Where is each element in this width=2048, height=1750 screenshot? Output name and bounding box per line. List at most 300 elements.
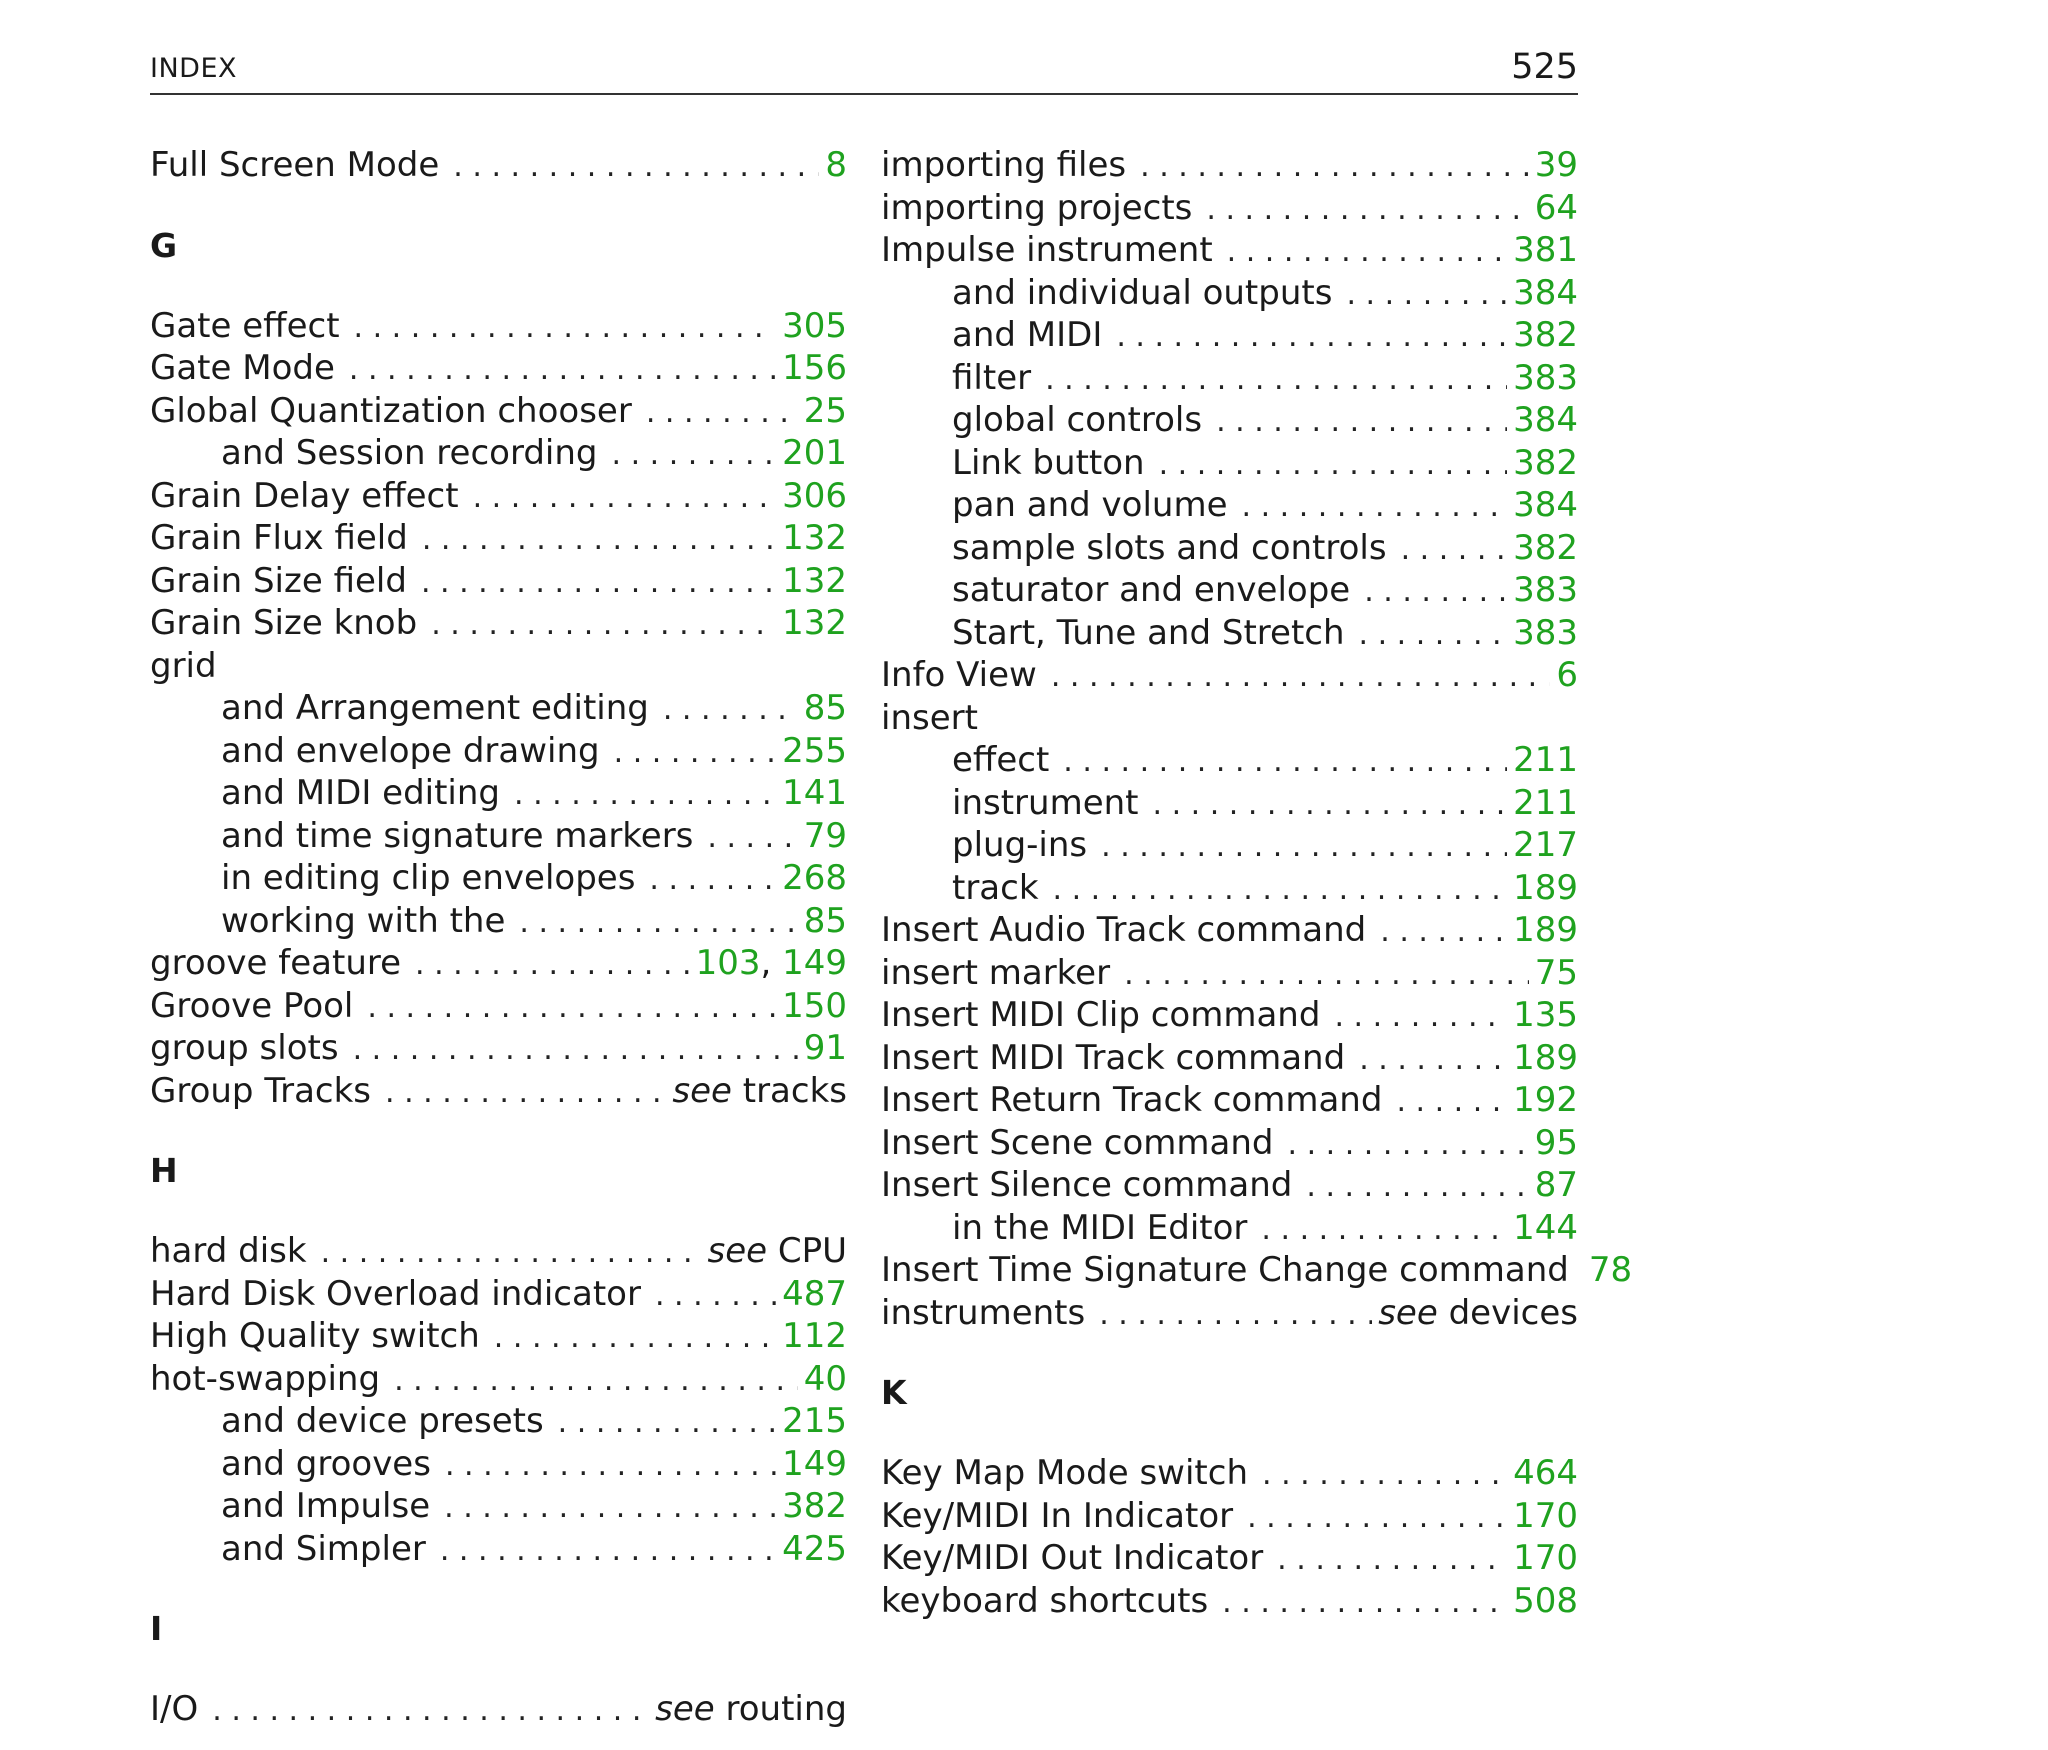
dot-leader: [421, 562, 776, 605]
page-references: [782, 772, 847, 815]
page-references: [782, 857, 847, 900]
index-term: Insert Audio Track command: [881, 910, 1367, 950]
index-entry: [881, 1164, 1578, 1207]
see-reference-target[interactable]: devices: [1448, 1292, 1578, 1333]
index-term: and individual outputs: [952, 272, 1333, 313]
index-term: grid: [150, 645, 217, 686]
index-subentry: [150, 730, 847, 773]
page-link[interactable]: 255: [782, 730, 847, 771]
index-term: Gate Mode: [150, 348, 335, 388]
page-link[interactable]: 64: [1534, 187, 1578, 228]
index-entry: [881, 909, 1578, 952]
page-references: [1589, 1249, 1632, 1292]
page-references: [1513, 782, 1578, 825]
index-term: and grooves: [221, 1443, 431, 1484]
index-entry: [881, 144, 1578, 187]
index-entry: [150, 985, 847, 1028]
index-entry: [150, 347, 847, 390]
dot-leader: [1099, 1294, 1372, 1337]
dot-leader: [519, 902, 797, 945]
page-link[interactable]: 215: [782, 1401, 847, 1441]
page-link[interactable]: 149: [782, 943, 847, 983]
dot-leader: [1153, 784, 1508, 827]
page-references: [1535, 952, 1578, 995]
page-references: [1513, 484, 1578, 527]
dot-leader: [663, 689, 798, 732]
dot-leader: [1140, 146, 1529, 189]
index-letter-heading: H: [150, 1151, 178, 1190]
dot-leader: [1159, 444, 1508, 487]
dot-leader: [367, 987, 776, 1030]
index-term: instrument: [952, 782, 1139, 823]
index-term: and Simpler: [221, 1528, 426, 1569]
page-link[interactable]: 150: [782, 985, 847, 1026]
index-subentry: [881, 357, 1578, 400]
page-link[interactable]: 383: [1513, 612, 1578, 653]
page-link[interactable]: 85: [803, 688, 847, 728]
dot-leader: [444, 1487, 776, 1530]
index-term: insert marker: [881, 952, 1111, 993]
see-reference: see: [672, 1070, 732, 1111]
page-references: [1513, 442, 1578, 485]
index-entry: [881, 1122, 1578, 1165]
dot-leader: [212, 1690, 649, 1733]
dot-leader: [1116, 316, 1507, 359]
index-term: in editing clip envelopes: [221, 858, 636, 898]
page-link[interactable]: 79: [803, 815, 847, 856]
dot-leader: [1124, 954, 1529, 997]
page-link[interactable]: 508: [1513, 1580, 1578, 1621]
page-link[interactable]: 211: [1513, 740, 1578, 780]
page-references: [782, 1528, 847, 1571]
index-term: hot-swapping: [150, 1358, 381, 1399]
dot-leader: [1227, 231, 1507, 274]
index-entry: [150, 942, 847, 985]
dot-leader: [453, 146, 819, 189]
dot-leader: [422, 519, 776, 562]
page-link[interactable]: 425: [782, 1528, 847, 1569]
page-references: [1556, 654, 1578, 697]
page-references: [1513, 994, 1578, 1037]
page-references: [782, 305, 847, 348]
index-letter-heading: I: [150, 1609, 163, 1648]
index-term: Insert MIDI Track command: [881, 1037, 1346, 1078]
page-link[interactable]: 91: [803, 1028, 847, 1068]
index-entry: [150, 560, 847, 603]
index-term: filter: [952, 357, 1032, 398]
page-link[interactable]: 103: [695, 943, 761, 983]
index-subentry: [881, 569, 1578, 612]
dot-leader: [1359, 1039, 1507, 1082]
dot-leader: [1206, 189, 1528, 232]
index-entry: [881, 187, 1578, 230]
page-references: [1535, 1122, 1578, 1165]
page-link[interactable]: 464: [1513, 1453, 1578, 1493]
running-header: [150, 45, 1578, 95]
index-subentry: [881, 782, 1578, 825]
page-references: [1513, 1037, 1578, 1080]
index-subentry: [881, 739, 1578, 782]
index-term: effect: [952, 740, 1050, 780]
page-references: [782, 1443, 847, 1486]
index-term: Groove Pool: [150, 985, 354, 1026]
dot-leader: [1261, 1209, 1507, 1252]
page-references: [1513, 357, 1578, 400]
index-entry: [881, 994, 1578, 1037]
page-link[interactable]: 201: [782, 433, 847, 473]
page-references: [782, 1315, 847, 1358]
dot-leader: [558, 1402, 776, 1445]
page-link[interactable]: 132: [782, 560, 847, 601]
page-link[interactable]: 112: [782, 1316, 847, 1356]
page-references: [1513, 739, 1578, 782]
index-entry: [150, 144, 847, 187]
index-subentry: [881, 527, 1578, 570]
page-references: [804, 815, 847, 858]
page-link[interactable]: 382: [1513, 527, 1578, 568]
dot-leader: [514, 774, 776, 817]
page-link[interactable]: 39: [1534, 145, 1578, 185]
index-entry: [150, 475, 847, 518]
index-entry: [150, 1273, 847, 1316]
page-link[interactable]: 144: [1513, 1207, 1578, 1248]
page-references: [804, 1027, 847, 1070]
page-link[interactable]: 382: [1513, 442, 1578, 483]
page-references: [1378, 1292, 1578, 1335]
index-entry: [150, 645, 847, 688]
page-link[interactable]: 95: [1534, 1122, 1578, 1163]
index-entry: [150, 305, 847, 348]
page-references: [804, 1358, 847, 1401]
dot-leader: [646, 392, 798, 435]
index-term: Insert MIDI Clip command: [881, 995, 1321, 1035]
page-references: [1513, 569, 1578, 612]
see-reference-target[interactable]: tracks: [742, 1070, 847, 1111]
dot-leader: [614, 732, 776, 775]
dot-leader: [431, 604, 776, 647]
dot-leader: [1262, 1454, 1507, 1497]
section-title: INDEX: [150, 53, 238, 84]
index-entry: [881, 697, 1578, 740]
index-term: in the MIDI Editor: [952, 1207, 1248, 1248]
page-references: [782, 985, 847, 1028]
page-link[interactable]: 384: [1513, 400, 1578, 440]
index-entry: [881, 1292, 1578, 1335]
page-references: [1513, 527, 1578, 570]
page-references: [1513, 867, 1578, 910]
index-term: global controls: [952, 400, 1203, 440]
page-link[interactable]: 85: [803, 900, 847, 941]
index-entry: [881, 1249, 1633, 1292]
index-term: Impulse instrument: [881, 230, 1213, 270]
page-link[interactable]: 384: [1513, 485, 1578, 525]
index-subentry: [150, 1400, 847, 1443]
page-references: [782, 560, 847, 603]
index-term: and envelope drawing: [221, 730, 600, 771]
index-term: Global Quantization chooser: [150, 390, 632, 431]
index-term: plug-ins: [952, 825, 1088, 865]
dot-leader: [349, 349, 776, 392]
page-references: [1535, 144, 1578, 187]
dot-leader: [1364, 571, 1507, 614]
see-reference: see: [707, 1231, 768, 1271]
page-references: [804, 687, 847, 730]
index-term: and time signature markers: [221, 815, 694, 856]
page-link[interactable]: 170: [1513, 1538, 1578, 1578]
see-reference: see: [1378, 1292, 1438, 1333]
page-separator: ,: [760, 943, 783, 983]
index-term: Grain Size field: [150, 560, 407, 601]
index-term: importing files: [881, 145, 1127, 185]
page-references: [804, 390, 847, 433]
page-references: [782, 602, 847, 645]
index-term: pan and volume: [952, 485, 1228, 525]
index-subentry: [881, 1207, 1578, 1250]
dot-leader: [1051, 656, 1551, 699]
index-subentry: [881, 824, 1578, 867]
index-letter-heading: K: [881, 1373, 907, 1412]
index-entry: [881, 1079, 1578, 1122]
page-link[interactable]: 211: [1513, 782, 1578, 823]
page-link[interactable]: 8: [825, 145, 847, 185]
index-term: and device presets: [221, 1401, 544, 1441]
index-term: saturator and envelope: [952, 570, 1351, 610]
dot-leader: [353, 1029, 798, 1072]
index-entry: [150, 1070, 847, 1113]
dot-leader: [440, 1530, 776, 1573]
index-subentry: [881, 484, 1578, 527]
page-link[interactable]: 382: [1513, 315, 1578, 355]
page-references: [1513, 314, 1578, 357]
index-term: instruments: [881, 1292, 1086, 1333]
page-references: [1513, 399, 1578, 442]
page-references: [672, 1070, 847, 1113]
dot-leader: [1359, 614, 1508, 657]
page-link[interactable]: 189: [1513, 867, 1578, 908]
dot-leader: [1045, 359, 1507, 402]
dot-leader: [1334, 996, 1507, 1039]
dot-leader: [649, 859, 776, 902]
dot-leader: [612, 434, 777, 477]
page-link[interactable]: 132: [782, 603, 847, 643]
dot-leader: [445, 1445, 776, 1488]
dot-leader: [385, 1072, 666, 1115]
index-subentry: [150, 900, 847, 943]
dot-leader: [1216, 401, 1507, 444]
page-references: [1513, 1452, 1578, 1495]
index-term: Info View: [881, 655, 1037, 695]
page-link[interactable]: 217: [1513, 825, 1578, 865]
page-references: [782, 1485, 847, 1528]
page-link[interactable]: 156: [782, 348, 847, 388]
index-term: Start, Tune and Stretch: [952, 612, 1345, 653]
index-term: High Quality switch: [150, 1316, 480, 1356]
dot-leader: [321, 1232, 702, 1275]
dot-leader: [1396, 1081, 1507, 1124]
index-term: Full Screen Mode: [150, 145, 440, 185]
index-term: hard disk: [150, 1231, 307, 1271]
index-subentry: [881, 867, 1578, 910]
see-reference-target[interactable]: CPU: [777, 1231, 847, 1271]
index-term: Link button: [952, 442, 1145, 483]
index-term: track: [952, 867, 1039, 908]
page-number: 525: [1511, 47, 1578, 87]
index-term: Key/MIDI In Indicator: [881, 1495, 1234, 1536]
page-references: [655, 1688, 847, 1731]
page-references: [1513, 229, 1578, 272]
index-subentry: [150, 687, 847, 730]
page-link[interactable]: 87: [1534, 1165, 1578, 1205]
index-entry: [881, 1452, 1578, 1495]
index-term: keyboard shortcuts: [881, 1580, 1209, 1621]
index-term: Gate effect: [150, 305, 340, 346]
page-references: [1513, 1079, 1578, 1122]
index-subentry: [150, 1485, 847, 1528]
page-link[interactable]: 149: [782, 1443, 847, 1484]
index-term: Insert Silence command: [881, 1165, 1293, 1205]
page-link[interactable]: 170: [1513, 1495, 1578, 1536]
dot-leader: [1277, 1539, 1507, 1582]
index-subentry: [881, 612, 1578, 655]
page-link[interactable]: 382: [782, 1486, 847, 1526]
dot-leader: [473, 477, 777, 520]
index-term: sample slots and controls: [952, 527, 1387, 568]
index-term: and MIDI: [952, 315, 1103, 355]
page-references: [1513, 1580, 1578, 1623]
dot-leader: [655, 1275, 776, 1318]
index-term: groove feature: [150, 943, 402, 983]
dot-leader: [1101, 826, 1507, 869]
index-entry: [150, 1358, 847, 1401]
page-references: [782, 1400, 847, 1443]
page-link[interactable]: 305: [782, 305, 847, 346]
index-entry: [150, 602, 847, 645]
page-references: [782, 730, 847, 773]
index-term: I/O: [150, 1689, 199, 1729]
index-term: Grain Size knob: [150, 603, 418, 643]
page-references: [782, 1273, 847, 1316]
page-link[interactable]: 306: [782, 475, 847, 516]
index-term: Grain Delay effect: [150, 475, 459, 516]
dot-leader: [1288, 1124, 1529, 1167]
page-link[interactable]: 141: [782, 773, 847, 813]
page-references: [782, 347, 847, 390]
page-references: [1513, 1495, 1578, 1538]
dot-leader: [1346, 274, 1507, 317]
see-reference-target[interactable]: routing: [725, 1689, 847, 1729]
page-link[interactable]: 189: [1513, 1037, 1578, 1078]
page-link[interactable]: 75: [1534, 952, 1578, 993]
index-term: and MIDI editing: [221, 773, 501, 813]
index-entry: [881, 1495, 1578, 1538]
index-entry: [150, 1230, 847, 1273]
page-references: [782, 475, 847, 518]
page-link[interactable]: 381: [1513, 230, 1578, 270]
page-references: [782, 517, 847, 560]
index-subentry: [881, 399, 1578, 442]
page-link[interactable]: 6: [1556, 655, 1578, 695]
index-subentry: [881, 314, 1578, 357]
index-term: and Arrangement editing: [221, 688, 649, 728]
page-link[interactable]: 192: [1513, 1080, 1578, 1120]
page-link[interactable]: 78: [1588, 1250, 1633, 1290]
index-term: working with the: [221, 900, 506, 941]
index-term: Grain Flux field: [150, 518, 408, 558]
dot-leader: [1401, 529, 1508, 572]
index-entry: [150, 1027, 847, 1070]
page-references: [804, 900, 847, 943]
dot-leader: [1242, 486, 1508, 529]
index-column-right: [881, 144, 1633, 1622]
see-reference: see: [655, 1689, 715, 1729]
index-subentry: [150, 1528, 847, 1571]
dot-leader: [1380, 911, 1507, 954]
index-term: Insert Return Track command: [881, 1080, 1383, 1120]
page-references: [1513, 612, 1578, 655]
index-subentry: [150, 857, 847, 900]
index-term: insert: [881, 697, 978, 738]
dot-leader: [354, 307, 777, 350]
page-references: [1535, 187, 1578, 230]
index-subentry: [150, 432, 847, 475]
dot-leader: [1222, 1582, 1507, 1625]
dot-leader: [707, 817, 797, 860]
index-entry: [150, 390, 847, 433]
page-references: [1513, 824, 1578, 867]
dot-leader: [1306, 1166, 1528, 1209]
page-references: [696, 942, 847, 985]
page-link[interactable]: 487: [782, 1273, 847, 1314]
index-term: importing projects: [881, 187, 1193, 228]
page-link[interactable]: 135: [1513, 995, 1578, 1035]
page-link[interactable]: 383: [1513, 357, 1578, 398]
index-term: Group Tracks: [150, 1070, 371, 1111]
index-term: group slots: [150, 1028, 339, 1068]
page-references: [1513, 909, 1578, 952]
dot-leader: [494, 1317, 776, 1360]
index-subentry: [881, 442, 1578, 485]
index-entry: [150, 1688, 847, 1731]
page-link[interactable]: 132: [782, 518, 847, 558]
page-references: [1513, 1207, 1578, 1250]
index-subentry: [150, 772, 847, 815]
index-entry: [150, 517, 847, 560]
dot-leader: [1053, 869, 1508, 912]
index-column-left: [150, 144, 847, 1731]
index-entry: [881, 1537, 1578, 1580]
page-link[interactable]: 189: [1513, 910, 1578, 950]
index-term: Key Map Mode switch: [881, 1453, 1248, 1493]
index-entry: [881, 1037, 1578, 1080]
index-term: and Session recording: [221, 433, 598, 473]
index-term: Insert Time Signature Change command: [881, 1250, 1569, 1290]
index-subentry: [881, 272, 1578, 315]
page-link[interactable]: 40: [803, 1358, 847, 1399]
page-link[interactable]: 384: [1513, 272, 1578, 313]
index-entry: [881, 1580, 1578, 1623]
page-link[interactable]: 383: [1513, 570, 1578, 610]
page-references: [1513, 1537, 1578, 1580]
index-entry: [881, 952, 1578, 995]
page-link[interactable]: 268: [782, 858, 847, 898]
index-entry: [881, 229, 1578, 272]
dot-leader: [1063, 741, 1507, 784]
page-link[interactable]: 25: [803, 390, 847, 431]
page-references: [825, 144, 847, 187]
page-references: [782, 432, 847, 475]
index-subentry: [150, 815, 847, 858]
index-term: and Impulse: [221, 1486, 431, 1526]
